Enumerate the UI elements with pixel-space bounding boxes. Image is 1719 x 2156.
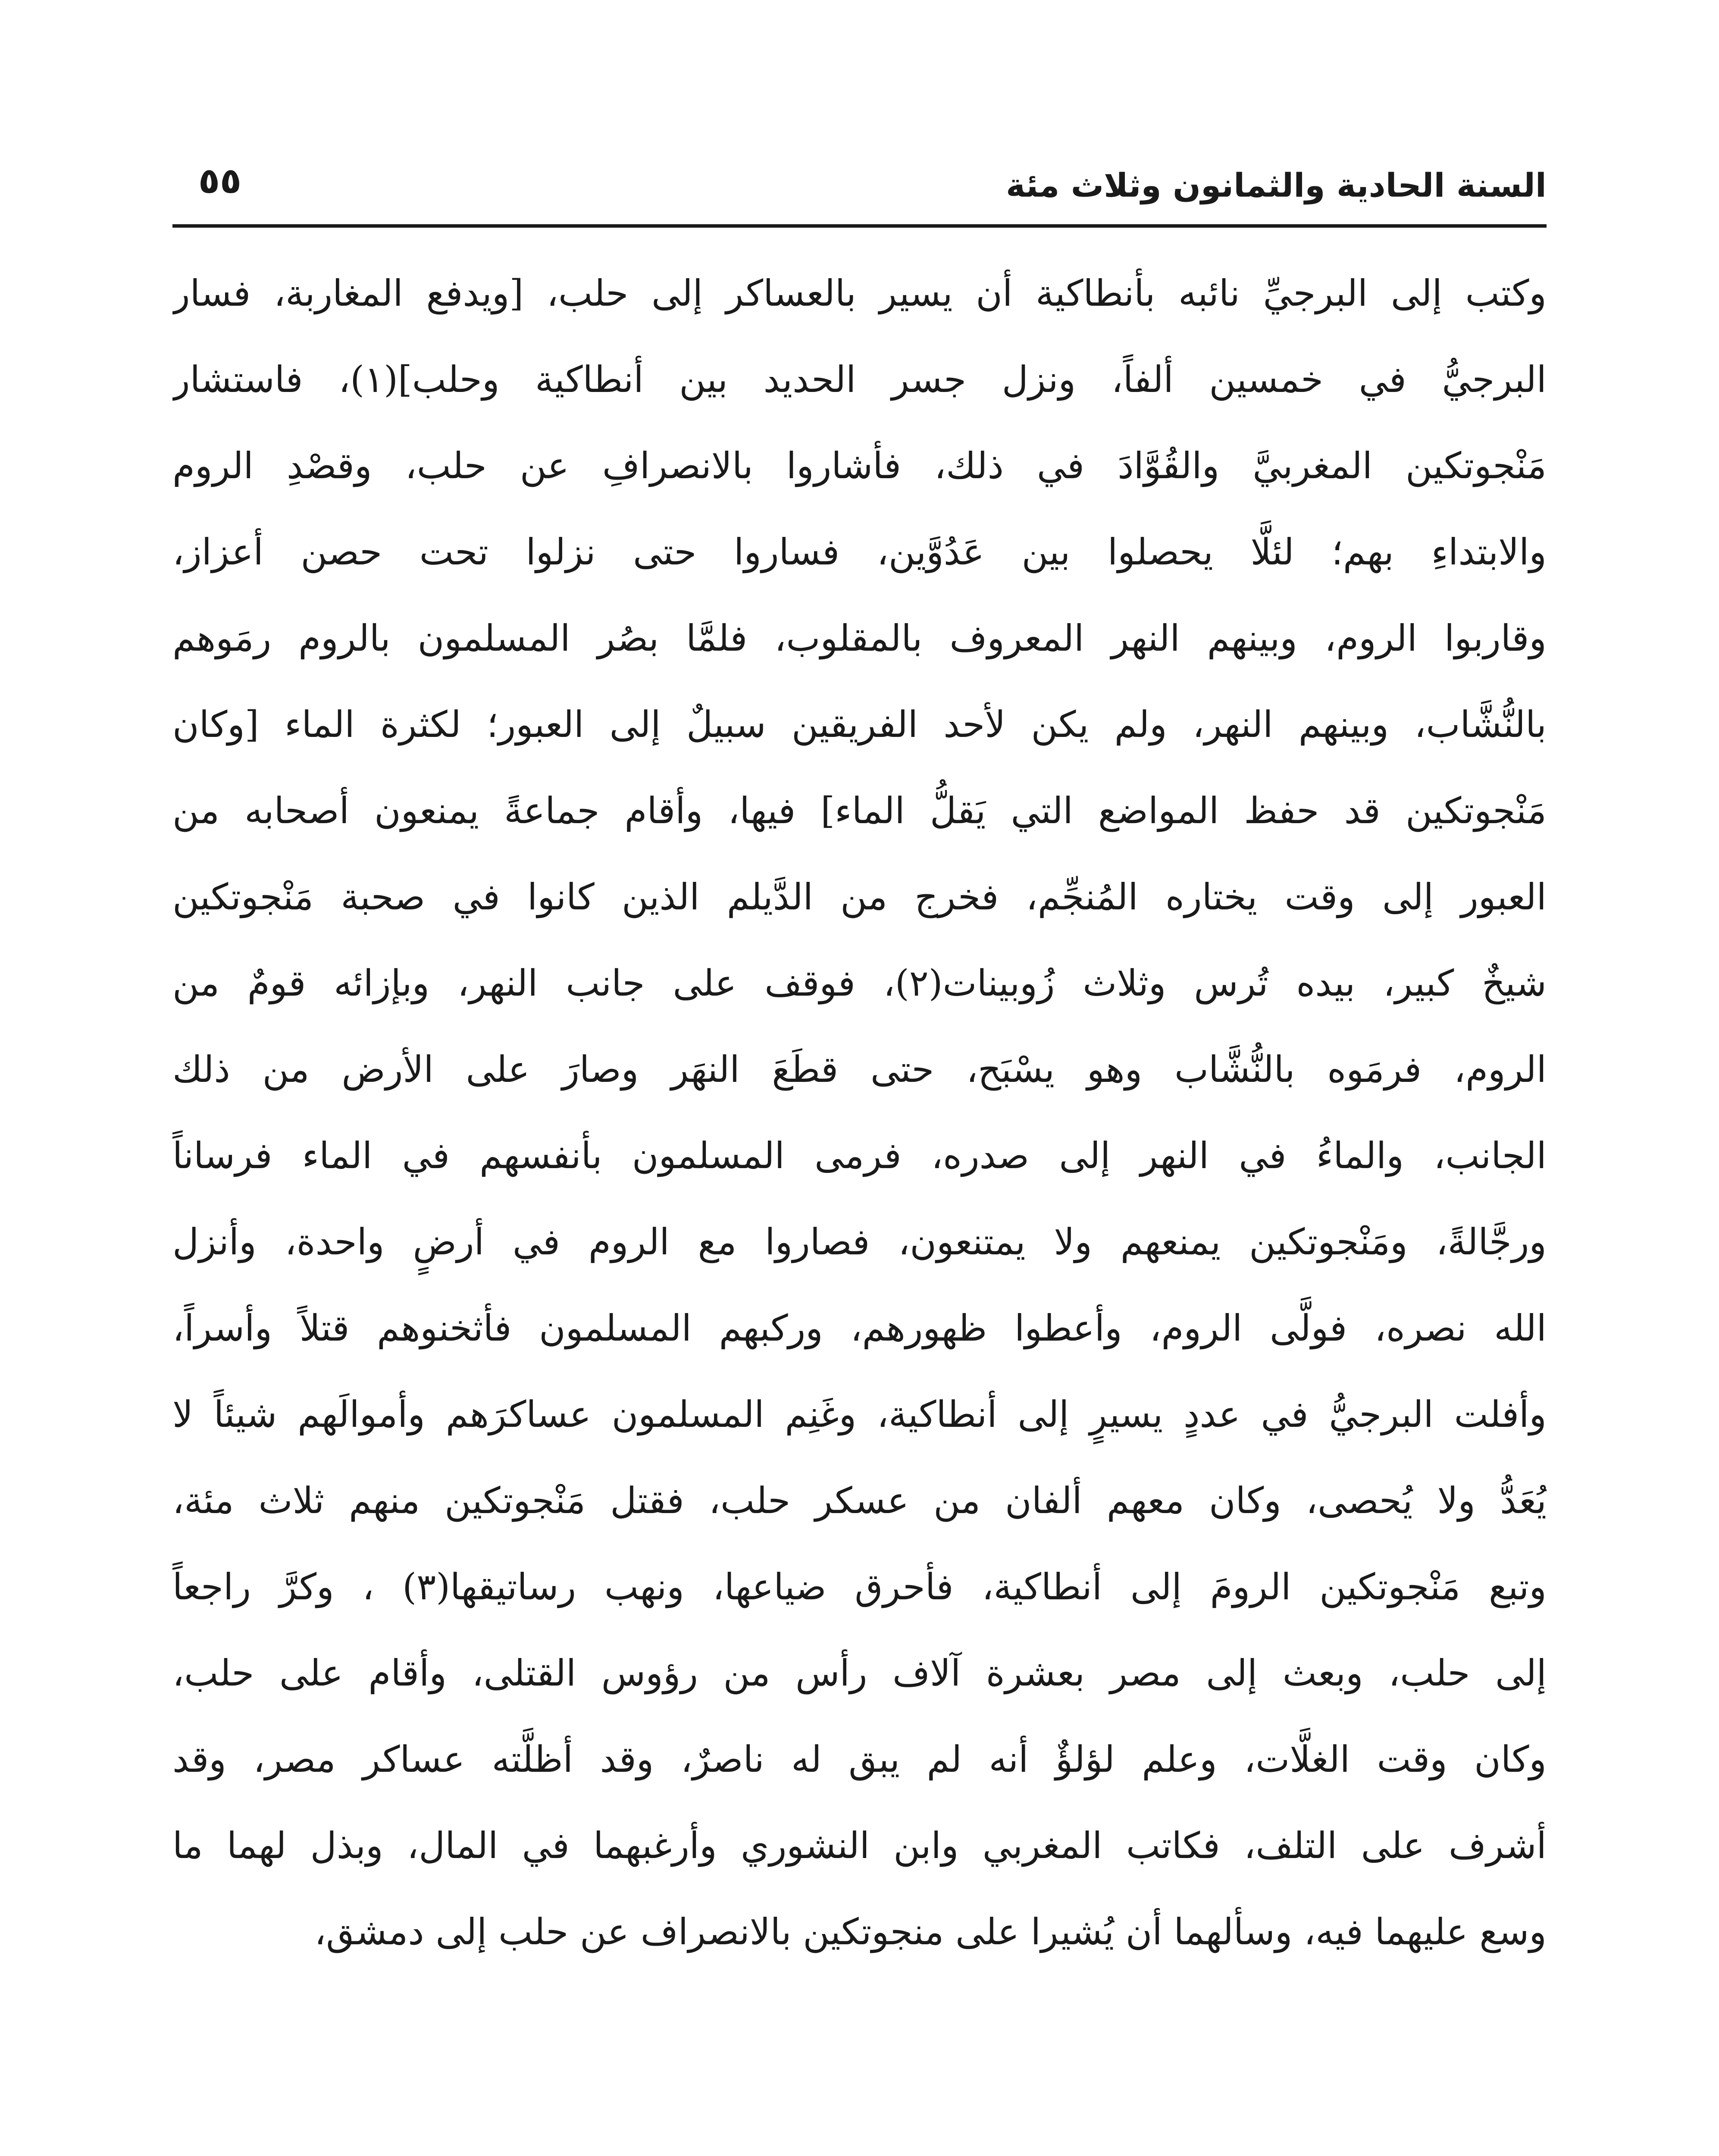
running-header: [172, 155, 1547, 220]
body-line: وتبع مَنْجوتكين الرومَ إلى أنطاكية، فأحرق ضياعها، ونهب رساتيقها(٣) ، وكرَّ راجعاً: [172, 1566, 1547, 1608]
body-line: العبور إلى وقت يختاره المُنجِّم، فخرج من الدَّيلم الذين كانوا في صحبة مَنْجوتكين: [172, 876, 1547, 918]
body-line: بالنُّشَّاب، وبينهم النهر، ولم يكن لأحد الفريقين سبيلٌ إلى العبور؛ لكثرة الماء [وكان: [172, 703, 1547, 746]
body-line: وسع عليهما فيه، وسألهما أن يُشيرا على منجوتكين بالانصراف عن حلب إلى دمشق،: [314, 1911, 1547, 1953]
body-line: وقاربوا الروم، وبينهم النهر المعروف بالمقلوب، فلمَّا بصُر المسلمون بالروم رمَوهم: [172, 617, 1547, 659]
body-line: الروم، فرمَوه بالنُّشَّاب وهو يسْبَح، حتى قطَعَ النهَر وصارَ على الأرض من ذلك: [172, 1048, 1547, 1091]
page-number: ٥٥: [198, 160, 242, 201]
running-header-title: السنة الحادية والثمانون وثلاث مئة: [1006, 166, 1547, 204]
body-line: وكان وقت الغلَّات، وعلم لؤلؤٌ أنه لم يبق له ناصرٌ، وقد أظلَّته عساكر مصر، وقد: [172, 1738, 1547, 1780]
body-line: مَنْجوتكين قد حفظ المواضع التي يَقلُّ الماء] فيها، وأقام جماعةً يمنعون أصحابه من: [172, 790, 1547, 832]
body-line: وأفلت البرجيُّ في عددٍ يسيرٍ إلى أنطاكية، وغَنِم المسلمون عساكرَهم وأموالَهم شيئاً لا: [172, 1393, 1547, 1435]
body-line: والابتداءِ بهم؛ لئلَّا يحصلوا بين عَدُوَّين، فساروا حتى نزلوا تحت حصن أعزاز،: [172, 531, 1547, 573]
body-line: إلى حلب، وبعث إلى مصر بعشرة آلاف رأس من رؤوس القتلى، وأقام على حلب،: [172, 1652, 1547, 1694]
body-line: ورجَّالةً، ومَنْجوتكين يمنعهم ولا يمتنعون، فصاروا مع الروم في أرضٍ واحدة، وأنزل: [172, 1221, 1547, 1263]
body-line: وكتب إلى البرجيِّ نائبه بأنطاكية أن يسير بالعساكر إلى حلب، [ويدفع المغاربة، فسار: [172, 272, 1547, 314]
body-line: أشرف على التلف، فكاتب المغربي وابن النشوري وأرغبهما في المال، وبذل لهما ما: [172, 1824, 1547, 1867]
body-line: شيخٌ كبير، بيده تُرس وثلاث زُوبينات(٢)، فوقف على جانب النهر، وبإزائه قومٌ من: [172, 962, 1547, 1004]
body-line: الله نصره، فولَّى الروم، وأعطوا ظهورهم، وركبهم المسلمون فأثخنوهم قتلاً وأسراً،: [172, 1307, 1547, 1349]
body-line: مَنْجوتكين المغربيَّ والقُوَّادَ في ذلك، فأشاروا بالانصرافِ عن حلب، وقصْدِ الروم: [172, 445, 1547, 487]
body-text: [172, 250, 1547, 1975]
body-line: يُعَدُّ ولا يُحصى، وكان معهم ألفان من عسكر حلب، فقتل مَنْجوتكين منهم ثلاث مئة،: [172, 1479, 1547, 1522]
header-divider: [172, 224, 1547, 228]
body-line: الجانب، والماءُ في النهر إلى صدره، فرمى المسلمون بأنفسهم في الماء فرساناً: [172, 1134, 1547, 1177]
body-line: البرجيُّ في خمسين ألفاً، ونزل جسر الحديد بين أنطاكية وحلب](١)، فاستشار: [172, 358, 1547, 401]
